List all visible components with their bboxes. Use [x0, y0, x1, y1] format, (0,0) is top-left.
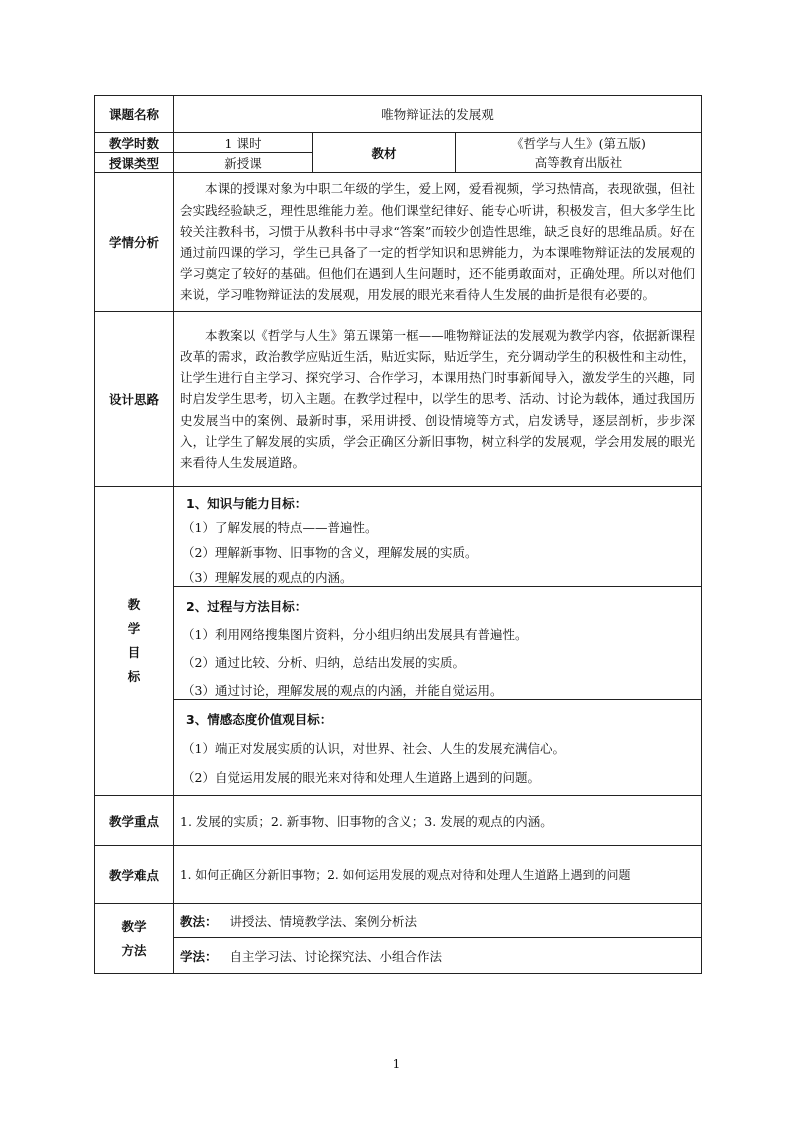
- textbook-value: [456, 133, 702, 173]
- process-goals: [174, 587, 702, 700]
- key-points-text: 1. 发展的实质；2. 新事物、旧事物的含义；3. 发展的观点的内涵。: [174, 796, 702, 846]
- teaching-method-value: 讲授法、情境教学法、案例分析法: [229, 913, 418, 929]
- methods-label: [95, 904, 174, 974]
- row-key-points: [95, 796, 702, 846]
- knowledge-goal-item: （2）理解新事物、旧事物的含义，理解发展的实质。: [182, 545, 478, 560]
- textbook-title: 《哲学与人生》(第五版): [511, 135, 646, 151]
- knowledge-goal-item: （3）理解发展的观点的内涵。: [182, 570, 353, 585]
- row-course-name: [95, 96, 702, 133]
- goals-label-char-3: 目: [127, 645, 141, 660]
- row-goals-knowledge: [95, 487, 702, 587]
- key-points-label: 教学重点: [95, 796, 174, 846]
- page-number: 1: [392, 1057, 401, 1071]
- goals-label-char-2: 学: [127, 621, 141, 636]
- row-methods-teaching: [95, 904, 702, 938]
- knowledge-goals-title: 1、知识与能力目标：: [186, 496, 308, 511]
- difficulties-label: 教学难点: [95, 846, 174, 904]
- difficulties-text: 1. 如何正确区分新旧事物；2. 如何运用发展的观点对待和处理人生道路上遇到的问题: [174, 846, 702, 904]
- methods-label-line1: 教学: [121, 918, 147, 934]
- goals-label-char-4: 标: [127, 669, 141, 684]
- textbook-publisher: 高等教育出版社: [534, 154, 623, 170]
- row-difficulties: [95, 846, 702, 904]
- teaching-hours-value: 1 课时: [174, 133, 313, 153]
- process-goal-item: （3）通过讨论，理解发展的观点的内涵，并能自觉运用。: [182, 683, 503, 698]
- methods-label-line2: 方法: [121, 942, 147, 958]
- process-goal-item: （2）通过比较、分析、归纳，总结出发展的实质。: [182, 655, 465, 670]
- emotion-goal-item: （1）端正对发展实质的认识，对世界、社会、人生的发展充满信心。: [182, 741, 565, 756]
- learning-method-value: 自主学习法、讨论探究法、小组合作法: [229, 948, 443, 964]
- row-goals-emotion: [95, 700, 702, 796]
- design-idea-label: 设计思路: [95, 312, 174, 487]
- course-name-value: 唯物辩证法的发展观: [174, 96, 702, 133]
- learning-method-key: 学法：: [180, 948, 218, 964]
- goals-label-char-1: 教: [127, 597, 141, 612]
- emotion-goals: [174, 700, 702, 796]
- lesson-type-label: 授课类型: [95, 153, 174, 173]
- student-analysis-text: 本课的授课对象为中职二年级的学生，爱上网，爱看视频，学习热情高，表现欲强，但社会实践经验缺乏，理性思维能力差。他们课堂纪律好、能专心听讲，积极发言，但大多学生比较关注教科书，习惯于从教科书中寻求“答案”而较少创造性思维，缺乏良好的思维品质。好在通过前四课的学习，学生已具备了一定的哲学知识和思辨能力，为本课唯物辩证法的发展观的学习奠定了较好的基础。但他们在遇到人生问题时，还不能勇敢面对，正确处理。所以对他们来说，学习唯物辩证法的发展观，用发展的眼光来看待人生发展的曲折是很有必要的。: [174, 173, 702, 312]
- course-name-label: 课题名称: [95, 96, 174, 133]
- row-hours: [95, 133, 702, 153]
- textbook-label: 教材: [313, 133, 456, 173]
- teaching-method-key: 教法：: [180, 913, 218, 929]
- learning-method: [174, 938, 702, 974]
- teaching-method: [174, 904, 702, 938]
- knowledge-goal-item: （1）了解发展的特点——普遍性。: [182, 520, 378, 535]
- emotion-goal-item: （2）自觉运用发展的眼光来对待和处理人生道路上遇到的问题。: [182, 770, 540, 785]
- teaching-hours-label: 教学时数: [95, 133, 174, 153]
- row-student-analysis: [95, 173, 702, 312]
- knowledge-goals: [174, 487, 702, 587]
- emotion-goals-title: 3、情感态度价值观目标：: [186, 712, 333, 727]
- process-goal-item: （1）利用网络搜集图片资料，分小组归纳出发展具有普遍性。: [182, 627, 528, 642]
- lesson-plan-table: [94, 95, 702, 974]
- goals-label: [95, 487, 174, 796]
- row-methods-learning: [95, 938, 702, 974]
- lesson-type-value: 新授课: [174, 153, 313, 173]
- design-idea-text: 本教案以《哲学与人生》第五课第一框——唯物辩证法的发展观为教学内容，依据新课程改革的需求，政治教学应贴近生活，贴近实际，贴近学生，充分调动学生的积极性和主动性，让学生进行自主学习、探究学习、合作学习，本课用热门时事新闻导入，激发学生的兴趣，同时启发学生思考，切入主题。在教学过程中，以学生的思考、活动、讨论为载体，通过我国历史发展当中的案例、最新时事，采用讲授、创设情境等方式，启发诱导，逐层剖析，步步深入，让学生了解发展的实质，学会正确区分新旧事物，树立科学的发展观，学会用发展的眼光来看待人生发展道路。: [174, 312, 702, 487]
- process-goals-title: 2、过程与方法目标：: [186, 599, 308, 614]
- student-analysis-label: 学情分析: [95, 173, 174, 312]
- row-design-idea: [95, 312, 702, 487]
- row-goals-process: [95, 587, 702, 700]
